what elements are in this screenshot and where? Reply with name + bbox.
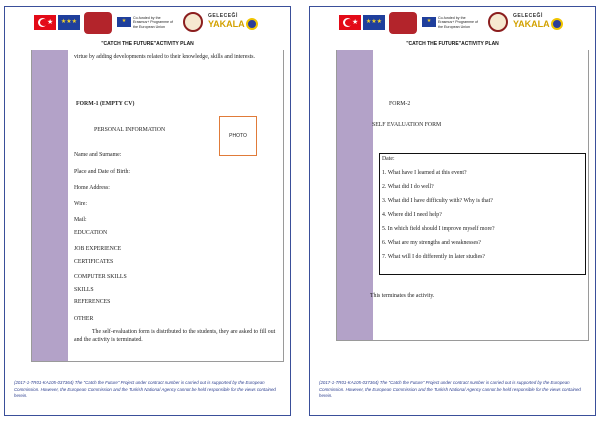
seal-logo-icon [488, 12, 508, 32]
question-5: 5. In which field should I improve myself more? [382, 226, 495, 232]
plan-title: "CATCH THE FUTURE"ACTIVITY PLAN [406, 41, 499, 47]
date-label: Date: [382, 156, 395, 162]
turkey-flag-icon: ★ [339, 15, 361, 30]
content-box [31, 50, 284, 362]
section-references: REFERENCES [74, 299, 111, 305]
question-4: 4. Where did I need help? [382, 212, 442, 218]
closing-text: The self-evaluation form is distributed to the students, they are asked to fill out and the activity is terminated. [74, 329, 276, 343]
field-mail: Mail: [74, 217, 87, 223]
right-page [309, 0, 596, 424]
section-skills: SKILLS [74, 287, 94, 293]
section-other: OTHER [74, 316, 94, 322]
eu-cofunded-text: Co-funded by the Erasmus+ Programme of the European Union [133, 16, 174, 29]
form-title: FORM-2 [389, 101, 411, 107]
footer-text: (2017-1-TR01-KA105-037364) The "Catch the Future" Project under contract number is carried out is supported by the European Commission. However, the European Commission and the Turkish National Agency cannot be held responsible for the views contained herein. [14, 380, 276, 398]
field-birth: Place and Date of Birth: [74, 169, 131, 175]
question-3: 3. What did I have difficulty with? Why is that? [382, 198, 493, 204]
section-computer: COMPUTER SKILLS [74, 274, 127, 280]
ending-text: This terminates the activity. [370, 293, 435, 299]
question-6: 6. What are my strengths and weaknesses? [382, 240, 481, 246]
section-education: EDUCATION [74, 230, 108, 236]
erasmus-flag-icon: ★ [422, 17, 436, 27]
logo-strip [34, 12, 281, 40]
intro-text: virtue by adding developments related to their knowledge, skills and interests. [74, 54, 255, 60]
eu-flag-icon: ★★★ [58, 15, 80, 30]
project-logo-icon [246, 18, 258, 30]
question-7: 7. What will I do differently in later studies? [382, 254, 485, 260]
left-page [4, 0, 291, 424]
plan-title: "CATCH THE FUTURE"ACTIVITY PLAN [101, 41, 194, 47]
turkey-flag-icon: ★ [34, 15, 56, 30]
personal-info-heading: PERSONAL INFORMATION [94, 127, 166, 133]
section-job: JOB EXPERIENCE [74, 246, 122, 252]
field-name: Name and Surname: [74, 152, 122, 158]
form-title: FORM-1 (EMPTY CV) [76, 101, 135, 107]
question-1: 1. What have I learned at this event? [382, 170, 467, 176]
form-subtitle: SELF EVALUATION FORM [372, 122, 442, 128]
section-certificates: CERTIFICATES [74, 259, 114, 265]
school-logo-icon [84, 12, 112, 34]
photo-placeholder: PHOTO [219, 116, 257, 156]
question-2: 2. What did I do well? [382, 184, 434, 190]
eu-cofunded-text: Co-funded by the Erasmus+ Programme of the European Union [438, 16, 479, 29]
footer-text: (2017-1-TR01-KA105-037364) The "Catch the Future" Project under contract number is carried out is supported by the European Commission. However, the European Commission and the Turkish National Agency cannot be held responsible for the views contained herein. [319, 380, 581, 398]
eu-flag-icon: ★★★ [363, 15, 385, 30]
school-logo-icon [389, 12, 417, 34]
field-wire: Wire: [74, 201, 87, 207]
seal-logo-icon [183, 12, 203, 32]
project-logo: GELECEĞİ YAKALA [208, 13, 258, 33]
field-address: Home Address: [74, 185, 110, 191]
logo-strip [339, 12, 586, 40]
erasmus-flag-icon: ★ [117, 17, 131, 27]
project-logo-icon [551, 18, 563, 30]
project-logo: GELECEĞİ YAKALA [513, 13, 563, 33]
